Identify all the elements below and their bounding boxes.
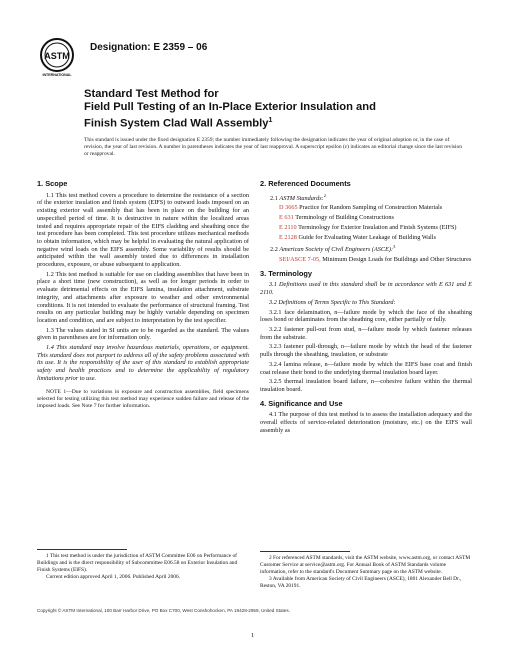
asce-intro: 2.2 American Society of Civil Engineers (ASCE):$^3$ — [270, 244, 396, 254]
scope-p3: 1.3 The values stated in SI units are to be regarded as the standard. The values given in parentheses are for information only. — [37, 326, 249, 342]
document-title — [84, 88, 444, 131]
title-line-2: Field Pull Testing of an In-Place Exterior Insulation and — [84, 101, 376, 114]
copyright-line: Copyright © ASTM International, 100 Barr Harbor Drive, PO Box C700, West Conshohocken, PA 19428-2959, United States. — [37, 608, 290, 613]
term-def: 3.2.2 fastener pull-out from stud, n—failure mode by which fastener releases from the substrate. — [260, 326, 472, 341]
references-heading: 2. Referenced Documents — [260, 179, 351, 188]
svg-text:ASTM: ASTM — [44, 51, 70, 61]
note-1: NOTE 1—Due to variations in exposure and construction assemblies, field specimens selected for testing utilizing this test method may experience sudden failure and release of the imposed loads. See Note 7 for further information. — [37, 388, 249, 409]
scope-p4: 1.4 This standard may involve hazardous materials, operations, or equipment. This standard does not purport to address all of the safety problems associated with its use. It is the responsibility of the user of this standard to establish appropriate safety and health practices and to determine the applicability of regulatory limitations prior to use. — [37, 344, 249, 382]
terminology-heading: 3. Terminology — [260, 268, 313, 278]
footnotes-right — [260, 555, 472, 590]
footnote-1: 1 This test method is under the jurisdiction of ASTM Committee E06 on Performance of Buildings and is the direct responsibility of Subcommittee E06.58 on Exterior Insulation and Finish Systems (EIFS). — [37, 553, 238, 573]
title-line-1: Standard Test Method for — [84, 88, 219, 100]
scope-p1: 1.1 This test method covers a procedure to determine the resistance of a section of the exterior insulation and finish system (EIFS) to outward loads imposed on an existing exterior wall assembly that has been in place on the building for an unspecified period of time. It is destructive in nature within the localized areas tested and requires appropriate repair of the EIFS cladding and sheathing once the test procedure has been completed. This test procedure utilizes mechanical methods to obtain information, which may be helpful in evaluating the natural application of negative wind loads on the EIFS assembly. Some variability of results should be anticipated within the wall assembly tested due to differences in installation procedures, exposure, or abuse subsequent to application. — [37, 191, 249, 269]
ref-link[interactable]: E 2110 — [279, 223, 297, 231]
issuance-notice: This standard is issued under the fixed designation E 2359; the number immediately following the designation indicates the year of original adoption or, in the case of revision, the year of last revision. A number in parentheses indicates the year of last reapproval. A superscript epsilon (ε) indicates an editorial change since the last revision or reapproval. — [84, 137, 463, 157]
ref-item: E 2128 Guide for Evaluating Water Leakage of Building Walls — [279, 233, 436, 241]
term-def: 3.2.4 lamina release, n—failure mode by which the EIFS base coat and finish coat release their bond to the underlying thermal insulation board layer. — [260, 360, 472, 376]
astm-standards-intro: 2.1 ASTM Standards:$^2$ — [270, 192, 327, 202]
footnote-2: 2 For referenced ASTM standards, visit the ASTM website, www.astm.org, or contact ASTM Customer Service at service@astm.org. For Annual Book of ASTM Standards volume information, refer to the standard's Document Summary page on the ASTM website. — [260, 555, 471, 575]
footnote-rule-right — [260, 551, 350, 552]
footnote-1b: Current edition approved April 1, 2006. Published April 2006. — [46, 573, 181, 580]
term-def: 3.2.1 face delamination, n—failure mode by which the face of the sheathing loses bond or delaminates from the sheathing core, either partially or fully. — [260, 308, 472, 324]
left-column — [37, 177, 249, 410]
ref-item: D 3665 Practice for Random Sampling of Construction Materials — [279, 204, 443, 212]
ref-item: E 2110 Terminology for Exterior Insulation and Finish Systems (EIFS) — [279, 223, 457, 231]
title-line-3: Finish System Clad Wall Assembly$^1$ — [84, 117, 273, 131]
term-p1: 3.1 Definitions used in this standard shall be in accordance with E 631 and E 2110. — [260, 281, 472, 297]
ref-item: E 631 Terminology of Building Constructions — [279, 214, 394, 222]
scope-heading: 1. Scope — [37, 179, 68, 188]
asce-item: SEI/ASCE 7-05, Minimum Design Loads for Buildings and Other Structures — [279, 256, 472, 264]
ref-link[interactable]: E 2128 — [279, 233, 297, 241]
significance-heading: 4. Significance and Use — [260, 398, 343, 408]
ref-link[interactable]: D 3665 — [279, 204, 298, 212]
right-column — [260, 177, 472, 436]
significance-p1: 4.1 The purpose of this test method is to assess the installation adequacy and the overall effects of service-related deterioration (moisture, etc.) on the EIFS wall assembly as — [260, 411, 472, 434]
footnotes-left — [37, 553, 249, 581]
ref-link[interactable]: E 631 — [279, 214, 294, 222]
term-p2: 3.2 Definitions of Terms Specific to This Standard: — [269, 298, 396, 306]
term-def: 3.2.3 fastener pull-through, n—failure mode by which the head of the fastener pulls through the sheathing, insulation, or substrate — [260, 343, 472, 359]
svg-text:INTERNATIONAL: INTERNATIONAL — [42, 73, 72, 77]
ref-link[interactable]: SEI/ASCE 7-05, — [279, 256, 321, 264]
astm-logo — [36, 36, 78, 78]
term-def: 3.2.5 thermal insulation board failure, n—cohesive failure within the thermal insulation board. — [260, 378, 472, 393]
footnote-rule-left — [37, 549, 127, 550]
designation: Designation: E 2359 – 06 — [90, 42, 208, 53]
footnote-3: 3 Available from American Society of Civil Engineers (ASCE), 1801 Alexander Bell Dr., Reston, VA 20191. — [260, 575, 462, 589]
page-number: 1 — [251, 632, 255, 639]
scope-p2: 1.2 This test method is suitable for use on cladding assemblies that have been in place a short time (new construction), as well as for longer periods in order to evaluate detrimental effects on the EIFS lamina, insulation attachment, substrate integrity, and attachments after exposure to weather and other environmental conditions. It is not intended to evaluate the performance of structural framing. Test results on any particular building may be highly variable depending on specimen location and condition, and are subject to interpretation by the test specifier. — [37, 270, 249, 324]
